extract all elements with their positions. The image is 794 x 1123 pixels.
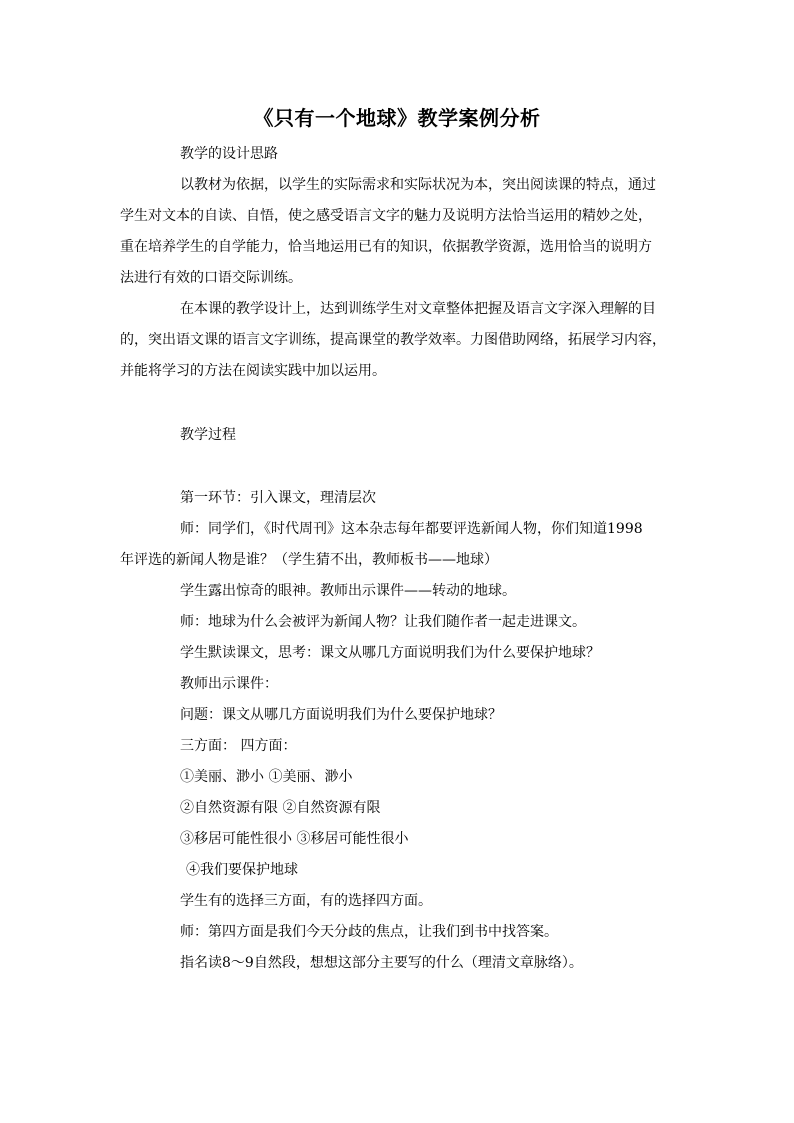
paragraph-line: 学生有的选择三方面，有的选择四方面。 (180, 893, 432, 909)
paragraph-line: 三方面： 四方面： (180, 738, 297, 754)
paragraph-line: 学生默读课文，思考：课文从哪几方面说明我们为什么要保护地球？ (180, 645, 600, 661)
list-item: ①美丽、渺小 ①美丽、渺小 (180, 769, 353, 785)
list-item: ④我们要保护地球 (186, 862, 298, 878)
paragraph-line: 师：第四方面是我们今天分歧的焦点，让我们到书中找答案。 (180, 924, 558, 940)
paragraph-line: 在本课的教学设计上，达到训练学生对文章整体把握及语言文字深入理解的目 (180, 301, 656, 317)
list-item: ③移居可能性很小 ③移居可能性很小 (180, 831, 409, 847)
paragraph-line: 重在培养学生的自学能力，恰当地运用已有的知识，依据教学资源，选用恰当的说明方 (120, 239, 652, 255)
paragraph-line: 以教材为依据，以学生的实际需求和实际状况为本，突出阅读课的特点，通过 (180, 177, 656, 193)
paragraph-line: 师：同学们，《时代周刊》这本杂志每年都要评选新闻人物，你们知道1998 (180, 521, 643, 537)
section-heading-process: 教学过程 (180, 427, 236, 443)
paragraph-line: 并能将学习的方法在阅读实践中加以运用。 (120, 363, 386, 379)
step-heading: 第一环节：引入课文，理清层次 (180, 490, 376, 506)
paragraph-line: 学生对文本的自读、自悟，使之感受语言文字的魅力及说明方法恰当运用的精妙之处， (120, 208, 652, 224)
paragraph-line: 问题：课文从哪几方面说明我们为什么要保护地球？ (180, 707, 502, 723)
paragraph-line: 师：地球为什么会被评为新闻人物？让我们随作者一起走进课文。 (180, 614, 586, 630)
paragraph-line: 教师出示课件： (180, 676, 278, 692)
paragraph-line: 的，突出语文课的语言文字训练，提高课堂的教学效率。力图借助网络，拓展学习内容， (120, 332, 666, 348)
section-heading-design: 教学的设计思路 (180, 146, 278, 162)
paragraph-line: 学生露出惊奇的眼神。教师出示课件——转动的地球。 (180, 583, 516, 599)
list-item: ②自然资源有限 ②自然资源有限 (180, 800, 381, 816)
document-title: 《只有一个地球》教学案例分析 (253, 106, 541, 130)
paragraph-line: 指名读8～9自然段，想想这部分主要写的什么（理清文章脉络）。 (180, 955, 583, 971)
paragraph-line: 法进行有效的口语交际训练。 (120, 270, 302, 286)
paragraph-line: 年评选的新闻人物是谁？（学生猜不出，教师板书——地球） (120, 552, 498, 568)
